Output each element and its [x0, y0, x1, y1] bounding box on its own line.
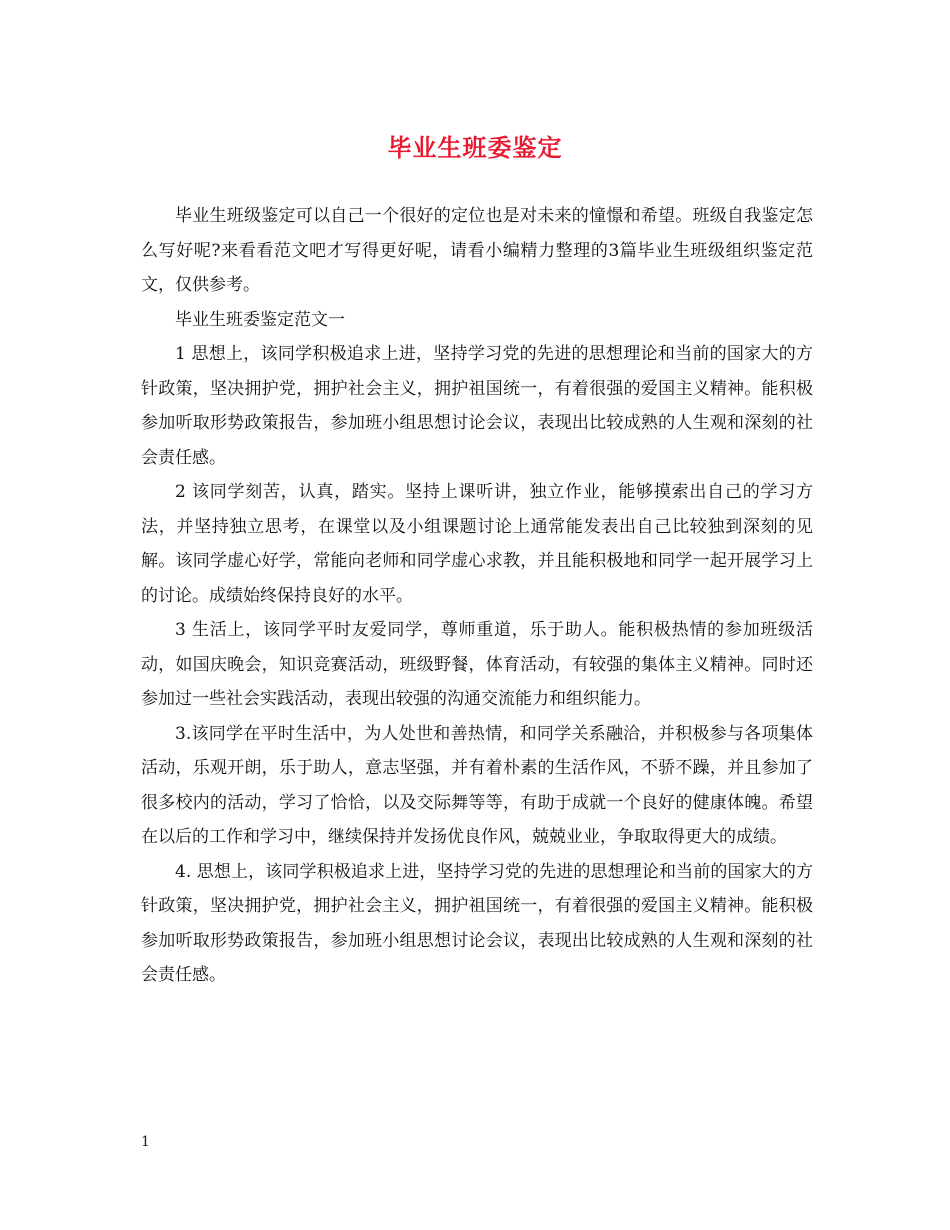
document-body — [141, 199, 813, 993]
paragraph-4: 4. 思想上，该同学积极追求上进，坚持学习党的先进的思想理论和当前的国家大的方针政策，坚决拥护党，拥护社会主义，拥护祖国统一，有着很强的爱国主义精神。能积极参加听取形势政策报告，参加班小组思想讨论会议，表现出比较成熟的人生观和深刻的社会责任感。 — [141, 861, 813, 985]
paragraph-3b: 3.该同学在平时生活中，为人处世和善热情，和同学关系融洽，并积极参与各项集体活动，乐观开朗，乐于助人，意志坚强，并有着朴素的生活作风，不骄不躁，并且参加了很多校内的活动，学习了恰恰，以及交际舞等等，有助于成就一个良好的健康体魄。希望在以后的工作和学习中，继续保持并发扬优良作风，兢兢业业，争取取得更大的成绩。 — [141, 723, 813, 847]
intro-paragraph: 毕业生班级鉴定可以自己一个很好的定位也是对未来的憧憬和希望。班级自我鉴定怎么写好呢?来看看范文吧才写得更好呢，请看小编精力整理的3篇毕业生班级组织鉴定范文，仅供参考。 — [141, 206, 813, 295]
paragraph-2: 2 该同学刻苦，认真，踏实。坚持上课听讲，独立作业，能够摸索出自己的学习方法，并坚持独立思考，在课堂以及小组课题讨论上通常能发表出自己比较独到深刻的见解。该同学虚心好学，常能向老师和同学虚心求教，并且能积极地和同学一起开展学习上的讨论。成绩始终保持良好的水平。 — [141, 482, 813, 606]
document-title: 毕业生班委鉴定 — [387, 133, 563, 162]
page-number: 1 — [141, 1134, 150, 1150]
paragraph-3: 3 生活上，该同学平时友爱同学，尊师重道，乐于助人。能积极热情的参加班级活动，如国庆晚会，知识竞赛活动，班级野餐，体育活动，有较强的集体主义精神。同时还参加过一些社会实践活动，表现出较强的沟通交流能力和组织能力。 — [141, 620, 813, 709]
section-heading: 毕业生班委鉴定范文一 — [175, 309, 345, 330]
paragraph-1: 1 思想上，该同学积极追求上进，坚持学习党的先进的思想理论和当前的国家大的方针政策，坚决拥护党，拥护社会主义，拥护祖国统一，有着很强的爱国主义精神。能积极参加听取形势政策报告，参加班小组思想讨论会议，表现出比较成熟的人生观和深刻的社会责任感。 — [141, 344, 813, 468]
